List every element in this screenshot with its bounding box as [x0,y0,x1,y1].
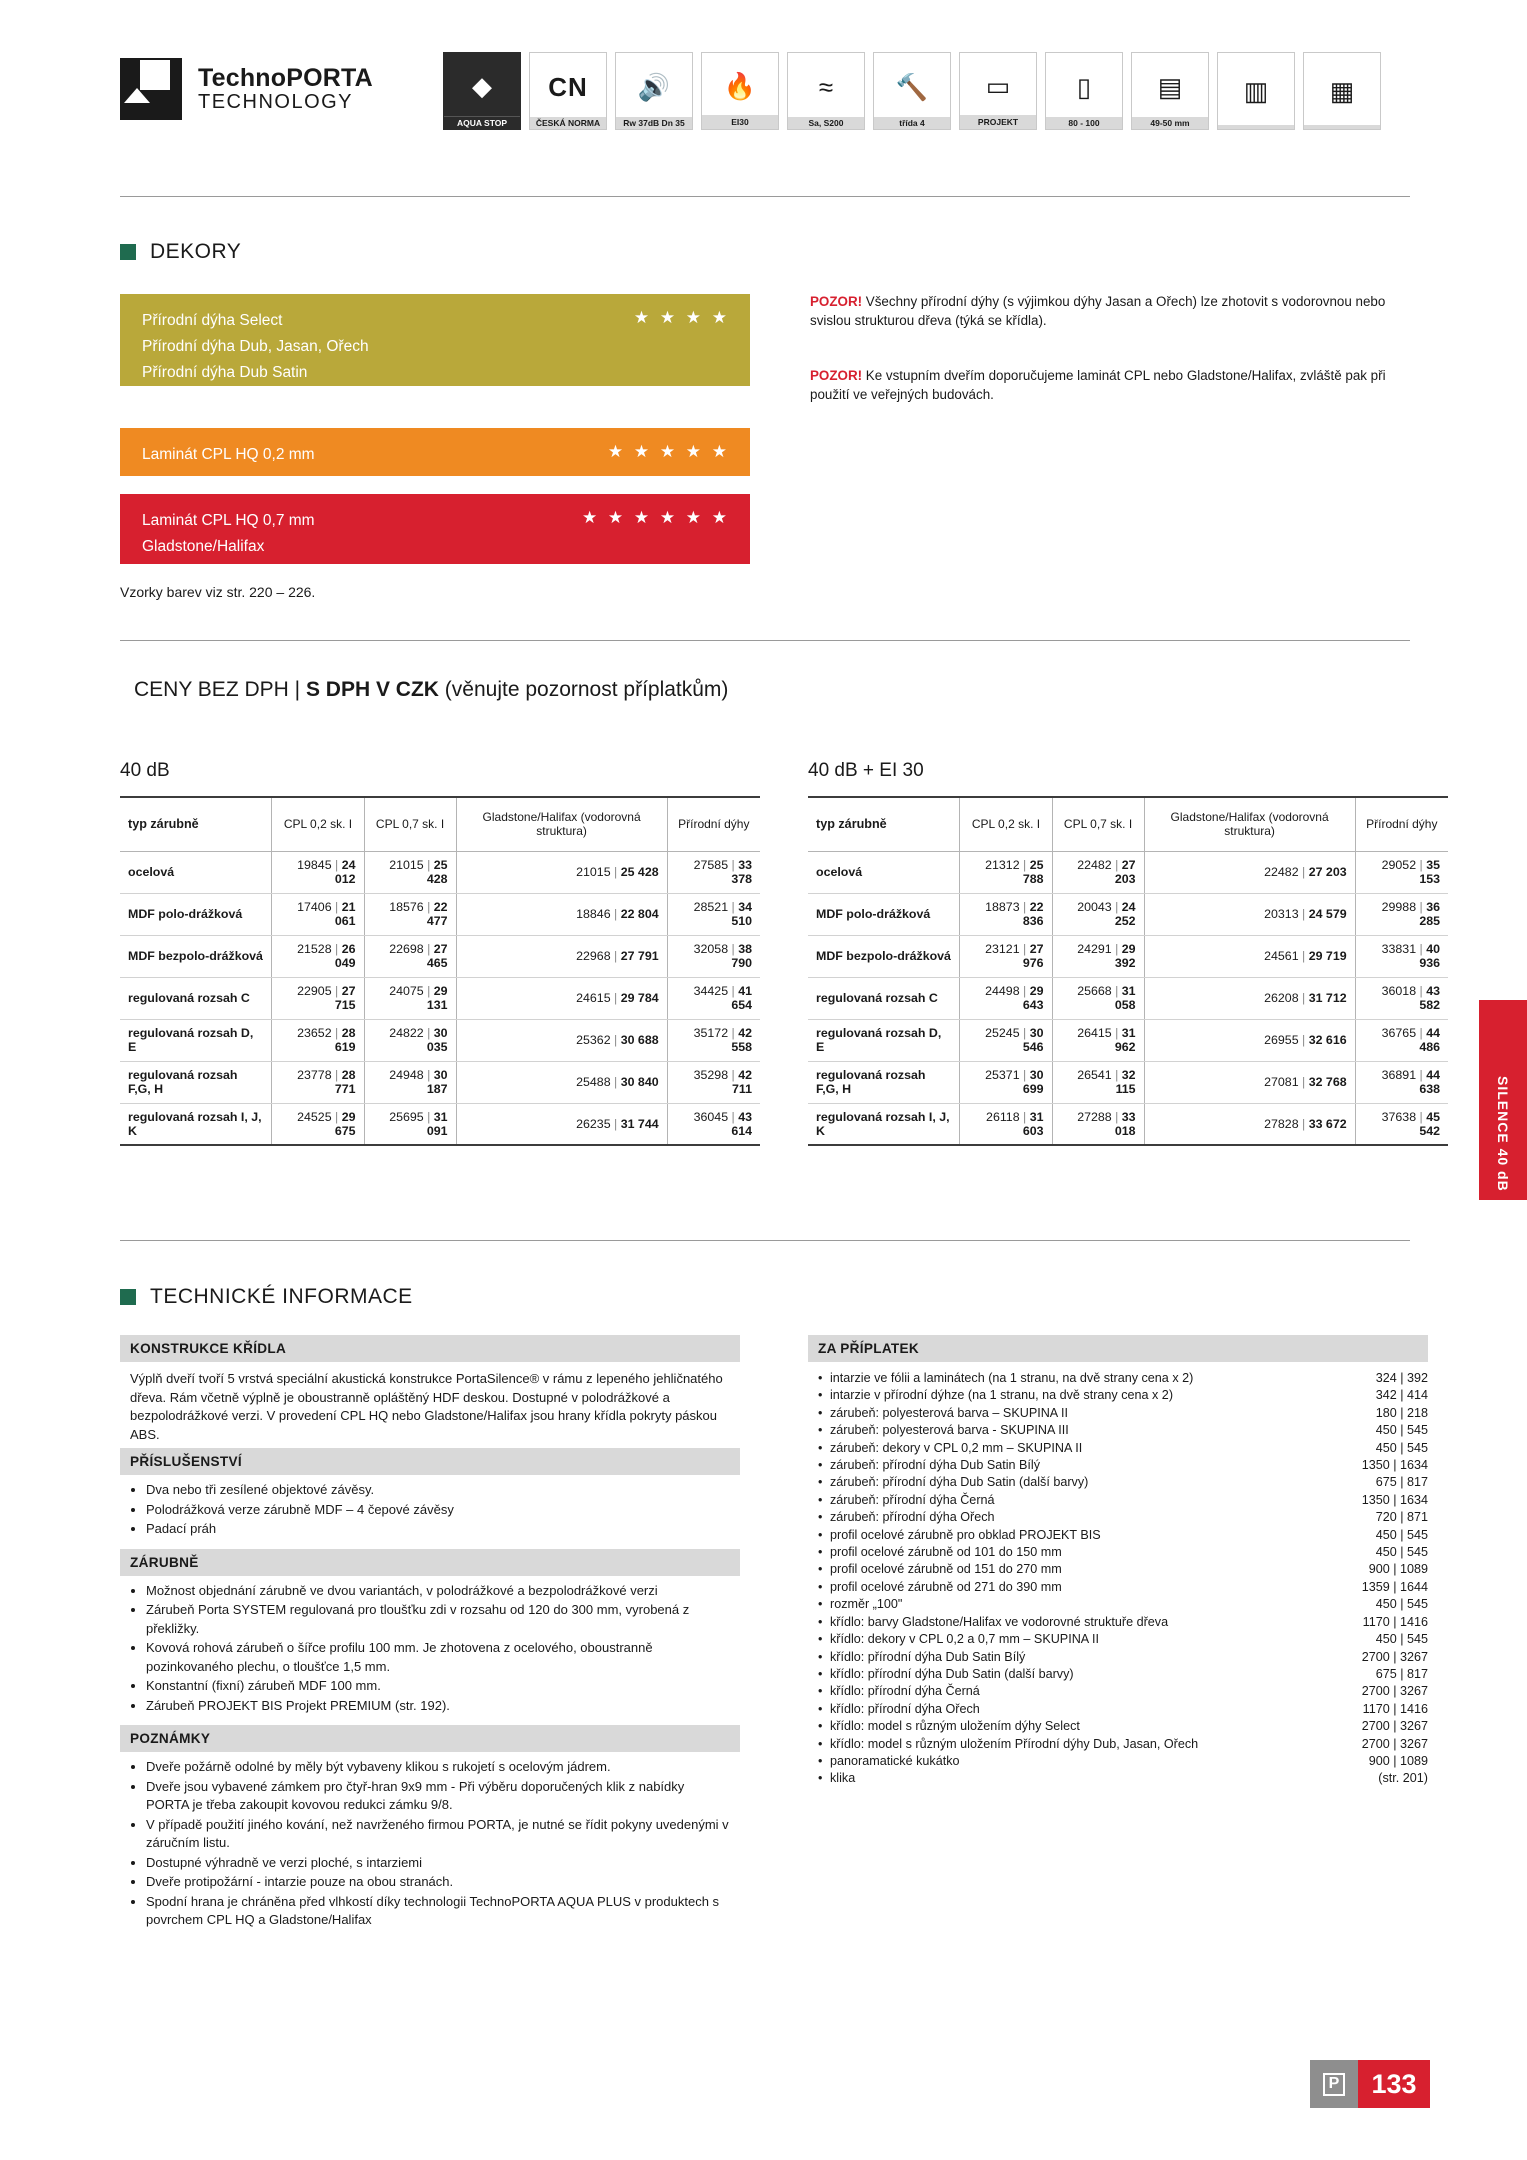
table-cell-type: ocelová [808,851,960,893]
list-item [818,1492,1428,1509]
list-item: • Dostupné výhradně ve verzi ploché, s intarziemi [146,1854,730,1873]
table-column-header: CPL 0,2 sk. I [960,797,1052,851]
table-column-header: Gladstone/Halifax (vodorovná struktura) [1144,797,1355,851]
section-bullet-icon [120,1289,136,1305]
projekt-frame-icon-caption: PROJEKT [960,115,1036,129]
list-item [818,1770,1428,1787]
warning-text: Všechny přírodní dýhy (s výjimkou dýhy Jasan a Ořech) lze zhotovit s vodorovnou nebo svislou strukturou dřeva (týká se křídla). [810,294,1386,328]
section-title-dekory [120,240,241,264]
surcharge-name: zárubeň: polyesterová barva – SKUPINA II [830,1405,1069,1420]
konstrukce-text: Výplň dveří tvoří 5 vrstvá speciální akustická konstrukce PortaSilence® v rámu z lepeného jehličnatého dřeva. Rám včetně výplně je oboustranně opláštěný HDF deskou. Dostupné v polodrážkové a bezpolodrážkové verzi. V provedení CPL HQ nebo Gladstone/Halifax jsou hrany křídla pokryty páskou ABS. [130,1371,723,1442]
surcharge-name: křídlo: dekory v CPL 0,2 a 0,7 mm – SKUPINA II [830,1632,1100,1647]
list-item [818,1753,1428,1770]
table-cell-type: regulovaná rozsah I, J, K [808,1103,960,1145]
section-title-prices [120,678,728,702]
aqua-stop-icon-caption: AQUA STOP [444,116,520,129]
table-cell-price: 28521 | 34 510 [667,893,760,935]
smoke-icon [787,52,865,130]
table-cell-price: 29052 | 35 153 [1355,851,1448,893]
surcharge-name: křídlo: přírodní dýha Ořech [830,1701,980,1716]
decor-line: Gladstone/Halifax [142,538,265,555]
projekt-frame-icon [959,52,1037,130]
table-cell-price: 18873 | 22 836 [960,893,1052,935]
list-item: • Konstantní (fixní) zárubeň MDF 100 mm. [146,1677,730,1696]
table-cell-price: 35298 | 42 711 [667,1061,760,1103]
table-cell-type: MDF polo-drážková [120,893,272,935]
list-item [818,1631,1428,1648]
frame-type2-icon [1303,52,1381,130]
table-cell-price: 22968 | 27 791 [456,935,667,977]
bullet-icon: • [818,1753,823,1768]
surcharge-price: 2700 | 3267 [1361,1719,1428,1734]
hammer-icon-glyph: 🔨 [895,71,929,102]
surcharge-price: 324 | 392 [1375,1371,1428,1385]
bullet-icon: • [818,1719,823,1734]
surcharge-price: 1359 | 1644 [1361,1579,1428,1594]
surcharge-name: zárubeň: přírodní dýha Dub Satin (další barvy) [830,1475,1089,1490]
warning-entrance-doors [810,366,1410,404]
footer-logo-letter: P [1323,2073,1346,2096]
list-item: • Možnost objednání zárubně ve dvou variantách, v polodrážkové a bezpolodrážkové verzi [146,1582,730,1601]
surcharge-name: zárubeň: přírodní dýha Černá [830,1492,995,1507]
tech-right-column [808,1335,1428,1788]
table-cell-type: MDF bezpolo-drážková [120,935,272,977]
surcharge-name: křídlo: přírodní dýha Dub Satin Bílý [830,1649,1026,1664]
subsection-zarubne-header: ZÁRUBNĚ [120,1549,740,1576]
table-cell-price: 32058 | 38 790 [667,935,760,977]
decor-box-cpl-02 [120,428,750,476]
aqua-stop-icon-glyph: ◆ [472,71,492,101]
fire-icon [701,52,779,130]
table-cell-price: 23652 | 28 619 [272,1019,364,1061]
list-item [818,1666,1428,1683]
table-cell-price: 24525 | 29 675 [272,1103,364,1145]
table-cell-price: 22482 | 27 203 [1144,851,1355,893]
list-item: • Dveře protipožární - intarzie pouze na obou stranách. [146,1873,730,1892]
prices-title-bold: S DPH V CZK [305,678,439,701]
surcharge-name: klika [830,1771,856,1786]
bullet-icon: • [818,1527,823,1542]
list-item [818,1544,1428,1561]
table-row [120,935,760,977]
prislusenstvi-list [120,1481,740,1539]
bullet-icon: • [818,1545,823,1560]
table-column-header: Přírodní dýhy [667,797,760,851]
door-width-icon-caption: 80 - 100 [1046,117,1122,129]
list-item: • Dva nebo tři zesílené objektové závěsy. [146,1481,730,1500]
table-cell-type: regulovaná rozsah F,G, H [808,1061,960,1103]
list-item [818,1649,1428,1666]
bullet-icon: • [818,1423,823,1438]
header-divider [120,196,1410,197]
rating-stars: ★ ★ ★ ★ ★ [607,442,730,461]
table-cell-type: regulovaná rozsah F,G, H [120,1061,272,1103]
prices-title-plain: CENY BEZ DPH | [134,678,306,701]
brand-name-part2: PORTA [286,64,373,93]
table-cell-price: 24822 | 30 035 [364,1019,456,1061]
table-cell-price: 22482 | 27 203 [1052,851,1144,893]
surcharge-price: 675 | 817 [1375,1475,1428,1490]
decor-line: Přírodní dýha Dub, Jasan, Ořech [142,338,369,355]
surcharge-name: rozměr „100" [830,1597,903,1612]
table-cell-price: 35172 | 42 558 [667,1019,760,1061]
list-item: • Dveře jsou vybavené zámkem pro čtyř-hran 9x9 mm - Při výběru doporučených klik z nabídky PORTA je třeba zakoupit kovovou redukci zámku 9/8. [146,1778,730,1815]
surcharge-name: křídlo: přírodní dýha Černá [830,1684,980,1699]
frame-type2-icon-glyph: ▦ [1329,75,1355,106]
surcharge-price: 450 | 545 [1375,1440,1428,1455]
table-row [808,851,1448,893]
dekory-title-text: DEKORY [150,240,242,263]
table-column-header: CPL 0,2 sk. I [272,797,364,851]
table-cell-price: 25362 | 30 688 [456,1019,667,1061]
bullet-icon: • [818,1405,823,1420]
subsection-prislusenstvi-header: PŘÍSLUŠENSTVÍ [120,1448,740,1475]
bullet-icon: • [818,1614,823,1629]
list-item: • V případě použití jiného kování, než navrženého firmou PORTA, je nutné se řídit pokyny uvedenými v záručním listu. [146,1816,730,1853]
bullet-icon: • [818,1649,823,1664]
table-cell-price: 34425 | 41 654 [667,977,760,1019]
surcharge-name: intarzie v přírodní dýhze (na 1 stranu, na dvě strany cena x 2) [830,1388,1174,1403]
table-cell-price: 27585 | 33 378 [667,851,760,893]
table-title-40db-ei30: 40 dB + EI 30 [808,760,924,781]
surcharge-name: intarzie ve fólii a laminátech (na 1 stranu, na dvě strany cena x 2) [830,1371,1194,1385]
surcharge-price: 450 | 545 [1375,1423,1428,1438]
dekory-divider [120,640,1410,641]
table-row [808,977,1448,1019]
list-item [818,1718,1428,1735]
surcharge-price: 2700 | 3267 [1361,1684,1428,1699]
priplatek-price-list [808,1370,1428,1788]
table-cell-type: MDF bezpolo-drážková [808,935,960,977]
subsection-poznamky-header: POZNÁMKY [120,1725,740,1752]
table-row [120,1061,760,1103]
wall-thickness-icon-glyph: ▤ [1157,71,1183,102]
table-cell-price: 23121 | 27 976 [960,935,1052,977]
tech-title-text: TECHNICKÉ INFORMACE [150,1285,413,1308]
projekt-frame-icon-glyph: ▭ [985,70,1011,101]
table-cell-price: 20313 | 24 579 [1144,893,1355,935]
table-cell-price: 25668 | 31 058 [1052,977,1144,1019]
table-cell-price: 36018 | 43 582 [1355,977,1448,1019]
door-width-icon [1045,52,1123,130]
section-bullet-icon [120,244,136,260]
bullet-icon: • [818,1440,823,1455]
table-row [808,935,1448,977]
bullet-icon: • [818,1475,823,1490]
list-item: • Zárubeň Porta SYSTEM regulovaná pro tloušťku zdi v rozsahu od 120 do 300 mm, vyrobená z překližky. [146,1601,730,1638]
table-cell-price: 26541 | 32 115 [1052,1061,1144,1103]
table-cell-type: regulovaná rozsah I, J, K [120,1103,272,1145]
bullet-icon: • [818,1736,823,1751]
list-item [818,1596,1428,1613]
table-cell-price: 27288 | 33 018 [1052,1103,1144,1145]
hammer-icon-caption: třída 4 [874,117,950,129]
aqua-stop-icon [443,52,521,130]
door-width-icon-glyph: ▯ [1076,71,1092,102]
list-item: • Spodní hrana je chráněna před vlhkostí díky technologii TechnoPORTA AQUA PLUS v produktech s povrchem CPL HQ a Gladstone/Halifax [146,1893,730,1930]
surcharge-name: zárubeň: přírodní dýha Dub Satin Bílý [830,1458,1041,1473]
header-icon-strip [443,52,1381,130]
table-cell-price: 19845 | 24 012 [272,851,364,893]
ceska-norma-icon-caption: ČESKÁ NORMA [530,117,606,129]
list-item: • Zárubeň PROJEKT BIS Projekt PREMIUM (str. 192). [146,1697,730,1716]
table-cell-price: 20043 | 24 252 [1052,893,1144,935]
hammer-icon [873,52,951,130]
table-cell-price: 26235 | 31 744 [456,1103,667,1145]
bullet-icon: • [818,1597,823,1612]
list-item: • Dveře požárně odolné by měly být vybaveny klikou s rukojetí s ocelovým jádrem. [146,1758,730,1777]
table-title-40db: 40 dB [120,760,170,781]
list-item [818,1422,1428,1439]
table-cell-price: 22698 | 27 465 [364,935,456,977]
surcharge-price: 2700 | 3267 [1361,1736,1428,1751]
list-item: • Kovová rohová zárubeň o šířce profilu 100 mm. Je zhotovena z ocelového, oboustranně pozinkovaného plechu, o tloušťce 1,5 mm. [146,1639,730,1676]
surcharge-name: panoramatické kukátko [830,1753,960,1768]
surcharge-price: 1170 | 1416 [1362,1614,1428,1629]
surcharge-name: křídlo: model s různým uložením Přírodní dýhy Dub, Jasan, Ořech [830,1736,1199,1751]
frame-type-icon-caption [1218,125,1294,129]
table-cell-type: ocelová [120,851,272,893]
table-cell-price: 27081 | 32 768 [1144,1061,1355,1103]
surcharge-price: 450 | 545 [1375,1632,1428,1647]
table-column-header: CPL 0,7 sk. I [1052,797,1144,851]
surcharge-name: profil ocelové zárubně od 151 do 270 mm [830,1562,1062,1577]
smoke-icon-caption: Sa, S200 [788,117,864,129]
table-cell-price: 21015 | 25 428 [456,851,667,893]
list-item [818,1370,1428,1387]
table-cell-price: 29988 | 36 285 [1355,893,1448,935]
table-cell-type: MDF polo-drážková [808,893,960,935]
smoke-icon-glyph: ≈ [818,71,834,102]
zarubne-list [120,1582,740,1716]
list-item [818,1701,1428,1718]
table-cell-price: 26415 | 31 962 [1052,1019,1144,1061]
prices-divider [120,1240,1410,1241]
table-cell-price: 26208 | 31 712 [1144,977,1355,1019]
decor-box-cpl-07 [120,494,750,564]
ceska-norma-icon-glyph: CN [548,71,588,102]
table-cell-type: regulovaná rozsah C [808,977,960,1019]
list-item: • Padací práh [146,1520,730,1539]
table-column-header: typ zárubně [120,797,272,851]
surcharge-price: 450 | 545 [1375,1545,1428,1560]
table-cell-price: 25245 | 30 546 [960,1019,1052,1061]
table-cell-price: 24075 | 29 131 [364,977,456,1019]
ceska-norma-icon [529,52,607,130]
table-column-header: Přírodní dýhy [1355,797,1448,851]
subsection-konstrukce-header: KONSTRUKCE KŘÍDLA [120,1335,740,1362]
surcharge-name: zárubeň: polyesterová barva - SKUPINA III [830,1423,1069,1438]
footer-brand-badge [1310,2060,1358,2108]
surcharge-price: 450 | 545 [1375,1527,1428,1542]
table-row [120,1019,760,1061]
decor-line: Přírodní dýha Select [142,312,283,329]
decor-line: Laminát CPL HQ 0,7 mm [142,512,315,529]
rating-stars: ★ ★ ★ ★ [633,308,730,327]
table-cell-price: 37638 | 45 542 [1355,1103,1448,1145]
bullet-icon: • [818,1701,823,1716]
table-row [808,1019,1448,1061]
table-column-header: Gladstone/Halifax (vodorovná struktura) [456,797,667,851]
surcharge-name: profil ocelové zárubně pro obklad PROJEKT BIS [830,1527,1101,1542]
price-table-40db [120,796,760,1146]
decor-sample-note: Vzorky barev viz str. 220 – 226. [120,584,316,600]
warning-label: POZOR! [810,294,863,309]
list-item [818,1614,1428,1631]
warning-label: POZOR! [810,368,863,383]
table-cell-price: 25695 | 31 091 [364,1103,456,1145]
bullet-icon: • [818,1492,823,1507]
table-row [120,977,760,1019]
bullet-icon: • [818,1562,823,1577]
table-cell-price: 24291 | 29 392 [1052,935,1144,977]
surcharge-name: křídlo: model s různým uložením dýhy Select [830,1719,1080,1734]
decor-line: Laminát CPL HQ 0,2 mm [142,446,315,463]
list-item [818,1579,1428,1596]
table-cell-price: 18846 | 22 804 [456,893,667,935]
table-cell-price: 24498 | 29 643 [960,977,1052,1019]
rating-stars: ★ ★ ★ ★ ★ ★ [581,508,730,527]
list-item [818,1683,1428,1700]
surcharge-name: profil ocelové zárubně od 271 do 390 mm [830,1579,1062,1594]
bullet-icon: • [818,1666,823,1681]
table-cell-price: 26955 | 32 616 [1144,1019,1355,1061]
acoustic-icon-caption: Rw 37dB Dn 35 [616,117,692,129]
table-row [808,1103,1448,1145]
table-cell-type: regulovaná rozsah C [120,977,272,1019]
table-cell-price: 17406 | 21 061 [272,893,364,935]
acoustic-icon-glyph: 🔊 [637,71,671,102]
surcharge-price: 1350 | 1634 [1361,1492,1428,1507]
table-cell-price: 36765 | 44 486 [1355,1019,1448,1061]
bullet-icon: • [818,1458,823,1473]
table-cell-price: 21528 | 26 049 [272,935,364,977]
surcharge-price: 342 | 414 [1375,1388,1428,1403]
warning-natural-veneer [810,292,1410,330]
wall-thickness-icon-caption: 49-50 mm [1132,117,1208,129]
table-cell-price: 24561 | 29 719 [1144,935,1355,977]
table-cell-type: regulovaná rozsah D, E [808,1019,960,1061]
table-row [808,1061,1448,1103]
surcharge-price: (str. 201) [1378,1771,1428,1786]
side-tab-label: SILENCE 40 dB [1495,1076,1511,1192]
table-column-header: CPL 0,7 sk. I [364,797,456,851]
list-item [818,1736,1428,1753]
surcharge-price: 2700 | 3267 [1361,1649,1428,1664]
table-cell-price: 36891 | 44 638 [1355,1061,1448,1103]
table-cell-price: 24948 | 30 187 [364,1061,456,1103]
table-row [808,893,1448,935]
table-cell-price: 33831 | 40 936 [1355,935,1448,977]
list-item [818,1457,1428,1474]
fire-icon-caption: EI30 [702,115,778,129]
logo-mark-icon [120,58,182,120]
table-cell-price: 22905 | 27 715 [272,977,364,1019]
surcharge-price: 180 | 218 [1375,1405,1428,1420]
table-cell-price: 25371 | 30 699 [960,1061,1052,1103]
table-cell-price: 21312 | 25 788 [960,851,1052,893]
list-item [818,1387,1428,1404]
brand-name-part1: Techno [198,64,287,93]
prices-title-tail: (věnujte pozornost příplatkům) [438,678,729,701]
bullet-icon: • [818,1684,823,1699]
surcharge-name: zárubeň: dekory v CPL 0,2 mm – SKUPINA II [830,1440,1083,1455]
bullet-icon: • [818,1771,823,1786]
acoustic-icon [615,52,693,130]
table-row [120,893,760,935]
side-tab-silence [1479,1000,1527,1200]
table-cell-price: 27828 | 33 672 [1144,1103,1355,1145]
bullet-icon: • [818,1388,823,1403]
table-row [120,851,760,893]
list-item [818,1561,1428,1578]
table-column-header: typ zárubně [808,797,960,851]
list-item [818,1474,1428,1491]
surcharge-price: 900 | 1089 [1368,1753,1428,1768]
poznamky-list [120,1758,740,1930]
decor-box-natural-veneer [120,294,750,386]
list-item [818,1527,1428,1544]
list-item [818,1509,1428,1526]
surcharge-name: křídlo: přírodní dýha Dub Satin (další barvy) [830,1666,1074,1681]
frame-type2-icon-caption [1304,125,1380,129]
brand-logo [120,58,373,120]
page-number: 133 [1358,2060,1430,2108]
section-title-tech [120,1285,413,1309]
price-table-40db-ei30 [808,796,1448,1146]
wall-thickness-icon [1131,52,1209,130]
list-item [818,1440,1428,1457]
bullet-icon: • [818,1579,823,1594]
table-cell-price: 25488 | 30 840 [456,1061,667,1103]
bullet-icon: • [818,1632,823,1647]
surcharge-price: 900 | 1089 [1368,1562,1428,1577]
page-header [0,0,1527,180]
table-cell-price: 26118 | 31 603 [960,1103,1052,1145]
surcharge-price: 675 | 817 [1375,1666,1428,1681]
brand-subtitle: TECHNOLOGY [198,90,354,113]
bullet-icon: • [818,1371,823,1385]
table-cell-price: 36045 | 43 614 [667,1103,760,1145]
surcharge-price: 1350 | 1634 [1361,1458,1428,1473]
surcharge-name: profil ocelové zárubně od 101 do 150 mm [830,1545,1062,1560]
warning-text: Ke vstupním dveřím doporučujeme laminát CPL nebo Gladstone/Halifax, zvláště pak při použití ve veřejných budovách. [810,368,1386,402]
decor-line: Přírodní dýha Dub Satin [142,364,308,381]
surcharge-price: 720 | 871 [1375,1510,1428,1525]
frame-type-icon-glyph: ▥ [1243,75,1269,106]
table-cell-price: 18576 | 22 477 [364,893,456,935]
surcharge-price: 1170 | 1416 [1362,1701,1428,1716]
table-cell-price: 21015 | 25 428 [364,851,456,893]
subsection-priplatek-header: ZA PŘÍPLATEK [808,1335,1428,1362]
fire-icon-glyph: 🔥 [723,70,757,101]
table-cell-type: regulovaná rozsah D, E [120,1019,272,1061]
frame-type-icon [1217,52,1295,130]
table-cell-price: 24615 | 29 784 [456,977,667,1019]
table-cell-price: 23778 | 28 771 [272,1061,364,1103]
bullet-icon: • [818,1510,823,1525]
table-row [120,1103,760,1145]
surcharge-price: 450 | 545 [1375,1597,1428,1612]
surcharge-name: zárubeň: přírodní dýha Ořech [830,1510,995,1525]
tech-left-column [120,1335,740,1940]
list-item: • Polodrážková verze zárubně MDF – 4 čepové závěsy [146,1501,730,1520]
list-item [818,1405,1428,1422]
surcharge-name: křídlo: barvy Gladstone/Halifax ve vodorovné struktuře dřeva [830,1614,1169,1629]
